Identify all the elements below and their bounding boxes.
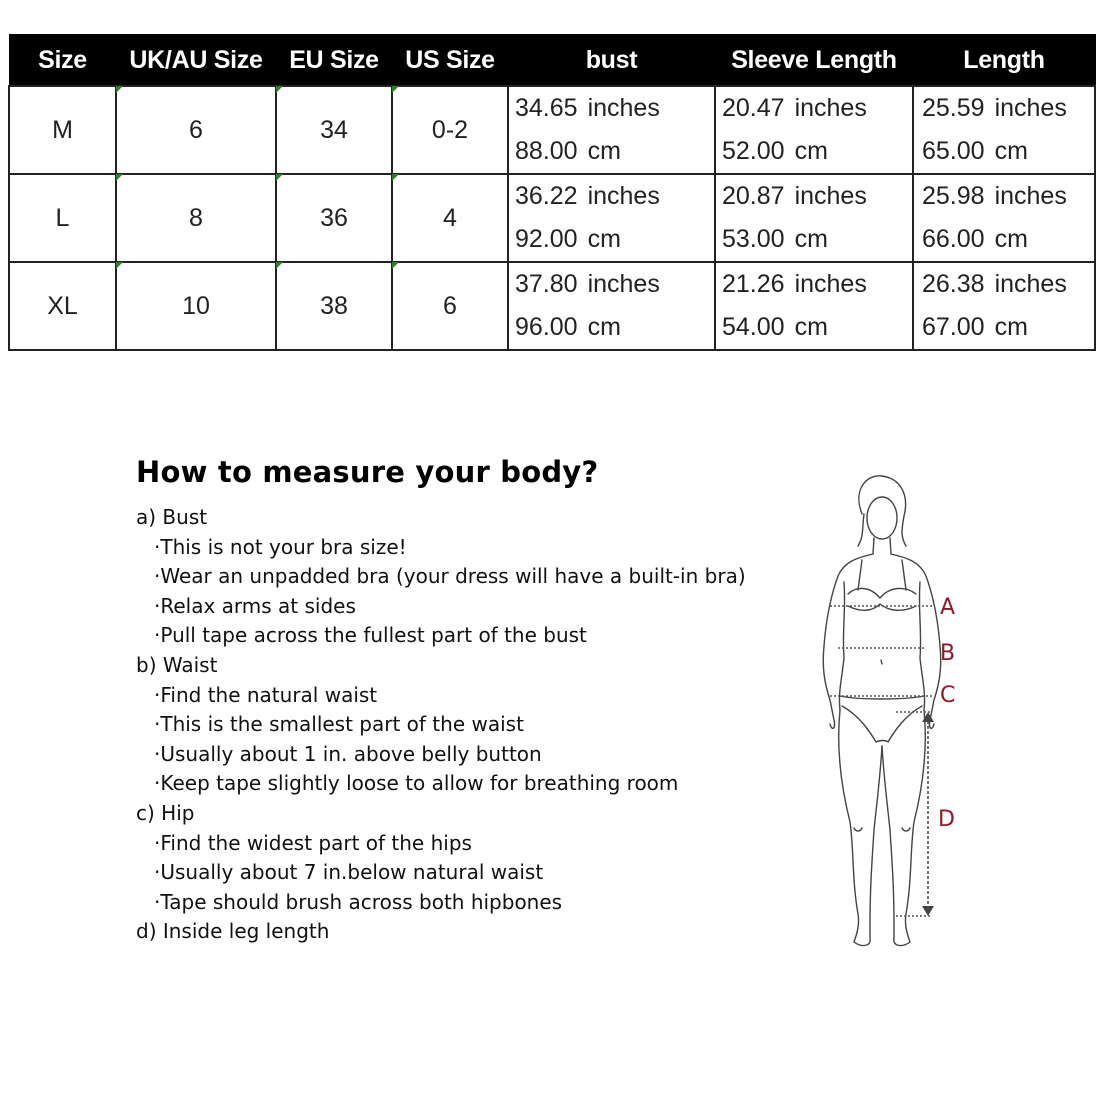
inside-leg-arrow <box>922 712 934 916</box>
table-header-row <box>9 35 1095 87</box>
uk-au-value: 8 <box>189 203 203 232</box>
body-outline <box>823 476 941 946</box>
length-cm-value: 66.00 <box>922 225 985 253</box>
bust-inches <box>515 263 714 306</box>
uk-au-cell <box>116 174 276 262</box>
tip-item: ·Pull tape across the fullest part of the bust <box>154 623 587 648</box>
corner-mark <box>276 262 283 269</box>
us-value: 6 <box>443 291 457 320</box>
header-bust: bust <box>508 35 715 87</box>
tip-item: ·Usually about 1 in. above belly button <box>154 741 542 766</box>
unit-inches: inches <box>587 182 660 210</box>
corner-mark <box>276 174 283 181</box>
sleeve-inches-value: 20.47 <box>722 94 785 122</box>
sleeve-cell <box>715 86 913 174</box>
length-inches-value: 25.98 <box>922 182 985 210</box>
bust-inches <box>515 87 714 130</box>
unit-inches: inches <box>587 270 660 298</box>
unit-cm: cm <box>994 137 1028 165</box>
section-waist <box>136 651 776 799</box>
body-measurement-figure <box>800 470 990 960</box>
unit-cm: cm <box>794 225 828 253</box>
corner-mark <box>116 86 123 93</box>
corner-mark <box>392 262 399 269</box>
table-row <box>9 86 1095 174</box>
sleeve-cm-value: 52.00 <box>722 137 785 165</box>
uk-au-value: 10 <box>182 291 210 320</box>
tip-item: ·Wear an unpadded bra (your dress will have a built-in bra) <box>154 564 746 589</box>
eu-value: 34 <box>320 115 348 144</box>
size-cell: M <box>9 86 116 174</box>
section-label: b) Waist <box>136 652 218 677</box>
eu-cell <box>276 174 392 262</box>
length-cell <box>913 86 1095 174</box>
length-inches <box>922 263 1094 306</box>
sleeve-inches <box>722 175 912 218</box>
bust-cm-value: 96.00 <box>515 313 578 341</box>
eu-value: 38 <box>320 291 348 320</box>
section-label: c) Hip <box>136 800 195 825</box>
length-cm <box>922 306 1094 349</box>
bust-inches <box>515 175 714 218</box>
guide-title: How to measure your body? <box>136 455 599 489</box>
corner-mark <box>392 86 399 93</box>
bust-cm <box>515 306 714 349</box>
eu-cell <box>276 86 392 174</box>
length-inches <box>922 87 1094 130</box>
unit-inches: inches <box>794 270 867 298</box>
header-length: Length <box>913 35 1095 87</box>
tip-item: ·Keep tape slightly loose to allow for breathing room <box>154 771 679 796</box>
us-cell <box>392 262 508 350</box>
body-figure-svg <box>800 470 990 960</box>
table-row <box>9 262 1095 350</box>
unit-cm: cm <box>994 313 1028 341</box>
header-uk-au-size: UK/AU Size <box>116 35 276 87</box>
unit-cm: cm <box>587 313 621 341</box>
uk-au-cell <box>116 262 276 350</box>
header-size: Size <box>9 35 116 87</box>
bust-cell <box>508 86 715 174</box>
sleeve-inches <box>722 263 912 306</box>
length-inches <box>922 175 1094 218</box>
tip-item: ·This is not your bra size! <box>154 534 407 559</box>
sleeve-cm-value: 54.00 <box>722 313 785 341</box>
sleeve-inches-value: 21.26 <box>722 270 785 298</box>
tip-item: ·Find the natural waist <box>154 682 378 707</box>
section-label: d) Inside leg length <box>136 919 330 944</box>
tip-item: ·Tape should brush across both hipbones <box>154 889 563 914</box>
bust-inches-value: 37.80 <box>515 270 578 298</box>
measurement-lines <box>830 606 934 916</box>
bust-cm-value: 92.00 <box>515 225 578 253</box>
unit-inches: inches <box>794 94 867 122</box>
us-cell <box>392 86 508 174</box>
table-row <box>9 174 1095 262</box>
bust-cell <box>508 174 715 262</box>
size-cell: XL <box>9 262 116 350</box>
eu-value: 36 <box>320 203 348 232</box>
size-cell: L <box>9 174 116 262</box>
tip-item: ·Find the widest part of the hips <box>154 830 472 855</box>
unit-cm: cm <box>994 225 1028 253</box>
length-cell <box>913 262 1095 350</box>
length-cm <box>922 218 1094 261</box>
measure-guide <box>136 455 776 947</box>
tip-item: ·This is the smallest part of the waist <box>154 712 524 737</box>
us-value: 0-2 <box>431 115 469 144</box>
marker-c: C <box>940 683 956 708</box>
unit-inches: inches <box>794 182 867 210</box>
eu-cell <box>276 262 392 350</box>
corner-mark <box>276 86 283 93</box>
marker-b: B <box>940 641 956 666</box>
sleeve-cm <box>722 130 912 173</box>
sleeve-cm-value: 53.00 <box>722 225 785 253</box>
unit-inches: inches <box>994 94 1067 122</box>
bust-cm <box>515 130 714 173</box>
unit-cm: cm <box>587 225 621 253</box>
us-value: 4 <box>443 203 457 232</box>
sleeve-cell <box>715 174 913 262</box>
length-cm-value: 65.00 <box>922 137 985 165</box>
section-inside-leg <box>136 917 776 947</box>
length-cm-value: 67.00 <box>922 313 985 341</box>
corner-mark <box>116 262 123 269</box>
length-inches-value: 25.59 <box>922 94 985 122</box>
unit-cm: cm <box>794 313 828 341</box>
sleeve-inches <box>722 87 912 130</box>
unit-inches: inches <box>994 182 1067 210</box>
bust-cm-value: 88.00 <box>515 137 578 165</box>
sleeve-inches-value: 20.87 <box>722 182 785 210</box>
size-chart-table <box>8 34 1096 351</box>
bust-cm <box>515 218 714 261</box>
sleeve-cell <box>715 262 913 350</box>
tip-item: ·Usually about 7 in.below natural waist <box>154 860 544 885</box>
unit-inches: inches <box>994 270 1067 298</box>
uk-au-cell <box>116 86 276 174</box>
bust-inches-value: 36.22 <box>515 182 578 210</box>
marker-d: D <box>938 807 955 832</box>
sleeve-cm <box>722 218 912 261</box>
header-sleeve-length: Sleeve Length <box>715 35 913 87</box>
section-hip <box>136 799 776 917</box>
bust-inches-value: 34.65 <box>515 94 578 122</box>
marker-labels <box>938 595 955 832</box>
marker-a: A <box>940 595 956 620</box>
header-eu-size: EU Size <box>276 35 392 87</box>
section-bust <box>136 503 776 651</box>
section-label: a) Bust <box>136 505 208 529</box>
length-inches-value: 26.38 <box>922 270 985 298</box>
unit-cm: cm <box>794 137 828 165</box>
unit-cm: cm <box>587 137 621 165</box>
corner-mark <box>116 174 123 181</box>
header-us-size: US Size <box>392 35 508 87</box>
unit-inches: inches <box>587 94 660 122</box>
uk-au-value: 6 <box>189 115 203 144</box>
corner-mark <box>392 174 399 181</box>
tip-item: ·Relax arms at sides <box>154 593 356 618</box>
us-cell <box>392 174 508 262</box>
length-cm <box>922 130 1094 173</box>
bust-cell <box>508 262 715 350</box>
sleeve-cm <box>722 306 912 349</box>
length-cell <box>913 174 1095 262</box>
